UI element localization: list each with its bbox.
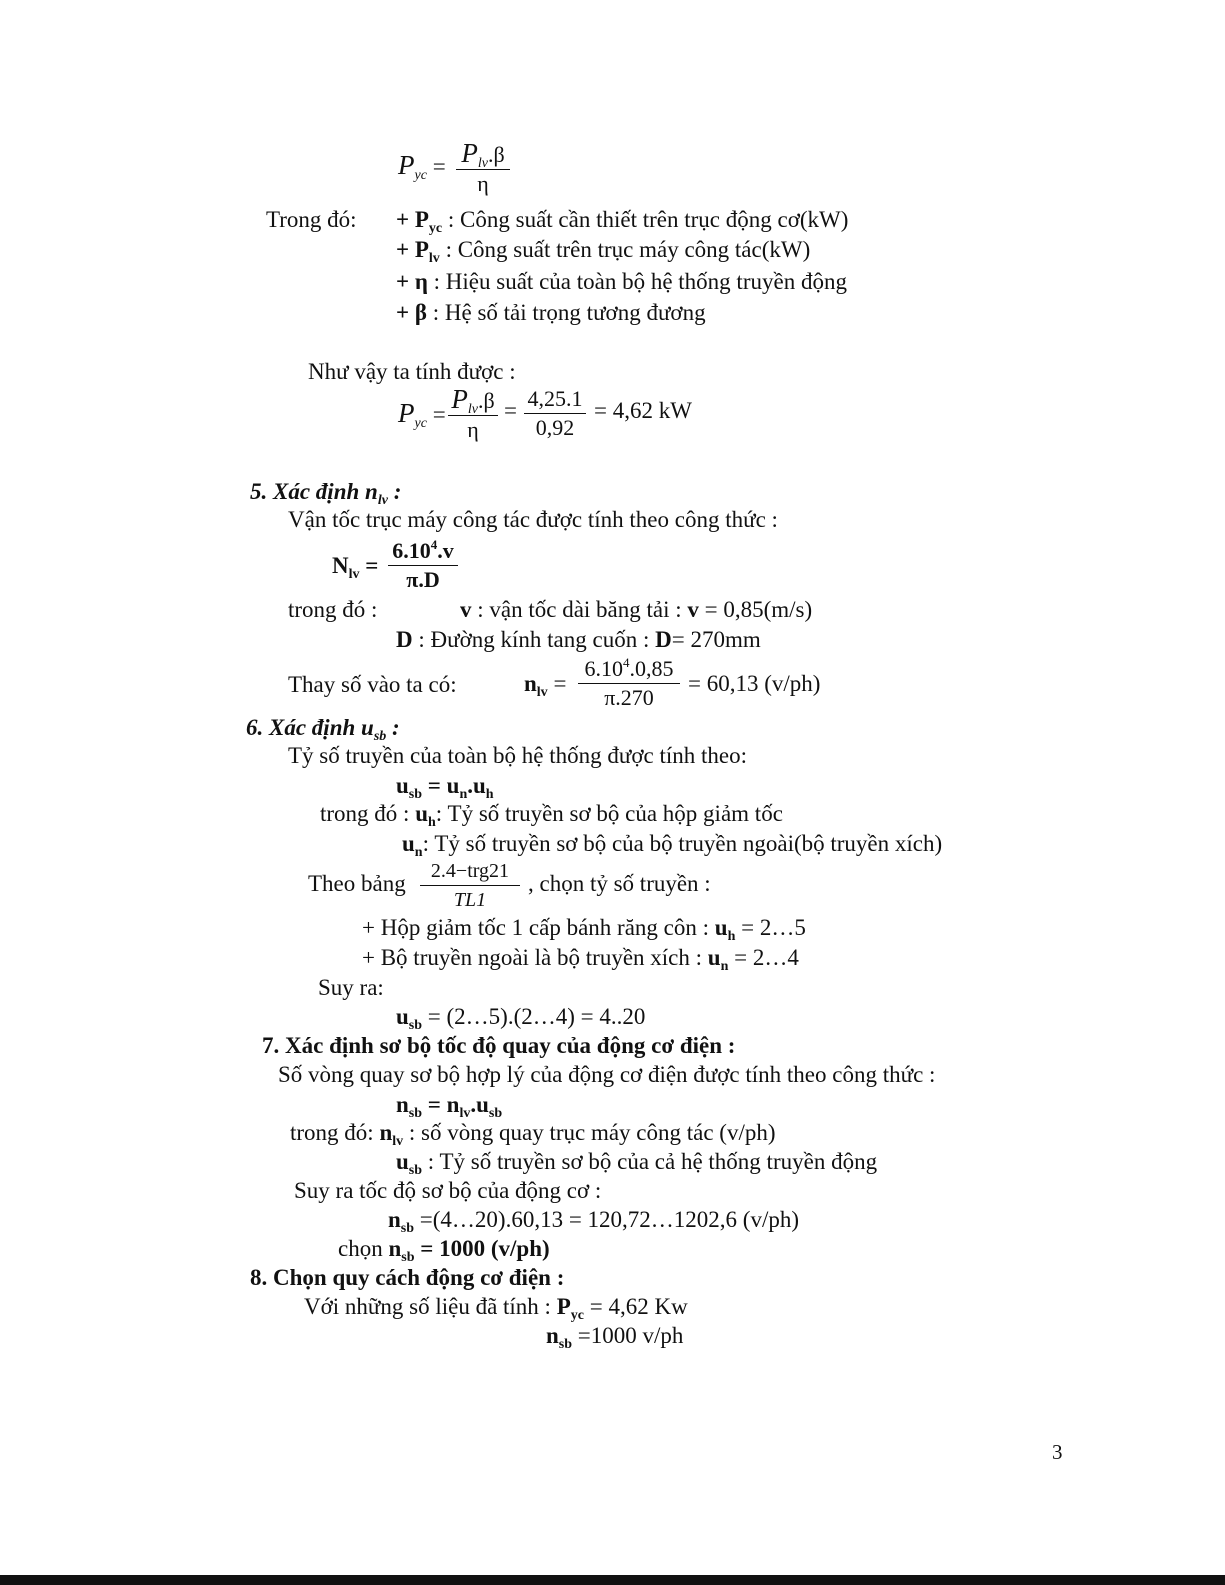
- fraction: 4,25.1 0,92: [524, 386, 586, 441]
- def-plv: + $P_{lv}$ : Công suất trên trục máy công tác(kW): [396, 237, 811, 266]
- def-pyc: + $P_{yc}$ : Công suất cần thiết trên trục động cơ(kW): [396, 207, 849, 236]
- fraction: $P_{lv}.\beta$ η: [456, 140, 510, 197]
- fraction: 6.10$^4$.v π.D: [388, 538, 458, 593]
- s5-def-v: v : vận tốc dài băng tải : v = 0,85(m/s): [460, 597, 813, 622]
- s6-hop: + Hộp giảm tốc 1 cấp bánh răng côn : $u_h$ = 2…5: [362, 915, 806, 944]
- s5-trongdo: trong đó :: [288, 597, 378, 622]
- trong-do-label: Trong đó:: [266, 207, 357, 232]
- s8-line-1: Với những số liệu đã tính : $P_{yc} = 4,62$ Kw: [304, 1294, 688, 1323]
- s6-def-un: $u_n$: Tỷ số truyền sơ bộ của bộ truyền ngoài(bộ truyền xích): [402, 831, 943, 860]
- s7-intro: Số vòng quay sơ bộ hợp lý của động cơ điện được tính theo công thức :: [278, 1062, 936, 1087]
- s6-def-uh: trong đó : $u_h$: Tỷ số truyền sơ bộ của hộp giảm tốc: [320, 801, 783, 830]
- bottom-border: [0, 1575, 1225, 1585]
- s6-result: $u_{sb}$ = (2…5).(2…4) = 4..20: [396, 1004, 646, 1033]
- page-number: 3: [1052, 1440, 1063, 1464]
- s7-suyra: Suy ra tốc độ sơ bộ của động cơ :: [294, 1178, 602, 1203]
- s7-def-nlv: trong đó: $n_{lv}$ : số vòng quay trục máy công tác (v/ph): [290, 1120, 776, 1149]
- s7-result: $n_{sb}$ =(4…20).60,13 = 120,72…1202,6 (v/ph): [388, 1207, 800, 1236]
- s8-line-2: $n_{sb} =1000$ v/ph: [546, 1323, 684, 1352]
- s7-chon: chọn $n_{sb} = 1000$ (v/ph): [338, 1236, 550, 1265]
- fraction: 6.10$^4$.0,85 π.270: [578, 656, 680, 711]
- s7-def-usb: $u_{sb}$ : Tỷ số truyền sơ bộ của cả hệ thống truyền động: [396, 1149, 878, 1178]
- section-6-title: 6. Xác định $u_{sb}$ :: [246, 715, 400, 744]
- symbol-p: P: [398, 150, 415, 180]
- section-8-title: 8. Chọn quy cách động cơ điện :: [250, 1265, 565, 1290]
- table-reference: 2.4−trg21 TL1: [420, 858, 520, 913]
- s5-intro: Vận tốc trục máy công tác được tính theo công thức :: [288, 507, 778, 532]
- s6-bo: + Bộ truyền ngoài là bộ truyền xích : $u_n$ = 2…4: [362, 945, 799, 974]
- section-7-title: 7. Xác định sơ bộ tốc độ quay của động cơ điện :: [262, 1033, 736, 1058]
- fraction: $P_{lv}.\beta$ η: [448, 386, 498, 443]
- def-eta: + η : Hiệu suất của toàn bộ hệ thống truyền động: [396, 269, 847, 294]
- s6-suyra: Suy ra:: [318, 975, 384, 1000]
- s6-chon: , chọn tỷ số truyền :: [528, 871, 711, 896]
- s6-equation: $u_{sb} = u_n.u_h$: [396, 773, 494, 802]
- s5-thay: Thay số vào ta có:: [288, 672, 457, 697]
- s6-intro: Tỷ số truyền của toàn bộ hệ thống được tính theo:: [288, 743, 747, 768]
- s6-theobang: Theo bảng: [308, 871, 406, 896]
- def-beta: + β : Hệ số tải trọng tương đương: [396, 300, 706, 325]
- nhu-vay-text: Như vậy ta tính được :: [308, 359, 516, 384]
- s5-def-d: D : Đường kính tang cuốn : D= 270mm: [396, 627, 761, 652]
- s7-equation: $n_{sb} = n_{lv}.u_{sb}$: [396, 1092, 503, 1121]
- section-5-title: 5. Xác định $n_{lv}$ :: [250, 479, 402, 508]
